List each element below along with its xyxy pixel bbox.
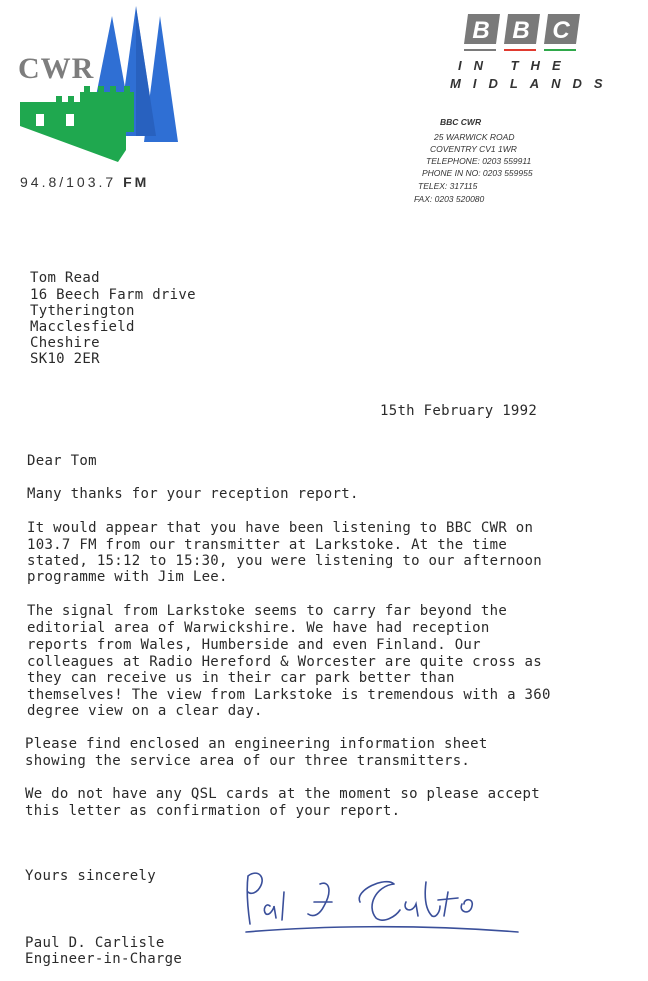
recipient-line: Cheshire bbox=[30, 335, 100, 351]
paragraph-line: The signal from Larkstoke seems to carry far beyond the bbox=[27, 603, 508, 619]
bbc-tagline-2: MIDLANDS bbox=[450, 76, 615, 91]
address-line: 25 WARWICK ROAD bbox=[434, 132, 515, 142]
paragraph-line: We do not have any QSL cards at the moment so please accept bbox=[25, 786, 540, 802]
paragraph-line: editorial area of Warwickshire. We have had reception bbox=[27, 620, 490, 636]
address-line: FAX: 0203 520080 bbox=[414, 194, 485, 204]
paragraph-line: themselves! The view from Larkstoke is tremendous with a 360 bbox=[27, 687, 551, 703]
address-line: BBC CWR bbox=[440, 117, 482, 127]
letter-date: 15th February 1992 bbox=[380, 403, 538, 419]
cwr-frequency-main: 94.8/103.7 bbox=[20, 174, 117, 190]
paragraph-line: reports from Wales, Humberside and even Finland. Our bbox=[27, 637, 481, 653]
paragraph-line: degree view on a clear day. bbox=[27, 703, 263, 719]
paragraph-line: showing the service area of our three transmitters. bbox=[25, 753, 471, 769]
paragraph-line: this letter as confirmation of your report. bbox=[25, 803, 401, 819]
paragraph-line: stated, 15:12 to 15:30, you were listening to our afternoon bbox=[27, 553, 542, 569]
closing: Yours sincerely bbox=[25, 868, 156, 884]
bbc-letter-1: B bbox=[472, 17, 490, 44]
cwr-logo bbox=[14, 6, 184, 196]
bbc-box-3 bbox=[544, 14, 580, 50]
paragraph-line: Please find enclosed an engineering information sheet bbox=[25, 736, 488, 752]
address-line: COVENTRY CV1 1WR bbox=[430, 144, 517, 154]
bbc-letter-3: C bbox=[552, 17, 570, 44]
signatory-title: Engineer-in-Charge bbox=[25, 951, 183, 967]
paragraph-line: Many thanks for your reception report. bbox=[27, 486, 359, 502]
paragraph-line: programme with Jim Lee. bbox=[27, 569, 228, 585]
bbc-letter-2: B bbox=[512, 17, 530, 44]
bbc-box-1 bbox=[464, 14, 500, 50]
cwr-frequency-unit: FM bbox=[123, 174, 150, 190]
recipient-line: Tytherington bbox=[30, 303, 135, 319]
recipient-line: Tom Read bbox=[30, 270, 100, 286]
bbc-logo bbox=[462, 14, 586, 54]
paragraph-line: It would appear that you have been listening to BBC CWR on bbox=[27, 520, 534, 536]
paragraph-line: they can receive us in their car park better than bbox=[27, 670, 455, 686]
address-line: PHONE IN NO: 0203 559955 bbox=[422, 168, 533, 178]
paragraph-line: 103.7 FM from our transmitter at Larkstoke. At the time bbox=[27, 537, 508, 553]
handwritten-signature bbox=[236, 862, 526, 942]
address-line: TELEX: 317115 bbox=[418, 181, 478, 191]
bbc-tagline-1: IN THE bbox=[458, 58, 573, 73]
salutation: Dear Tom bbox=[27, 453, 97, 469]
paragraph-line: colleagues at Radio Hereford & Worcester are quite cross as bbox=[27, 654, 542, 670]
bbc-box-2 bbox=[504, 14, 540, 50]
address-line: TELEPHONE: 0203 559911 bbox=[426, 156, 532, 166]
cwr-frequency bbox=[20, 174, 149, 190]
cwr-logo-text: CWR bbox=[18, 52, 95, 85]
recipient-line: 16 Beech Farm drive bbox=[30, 287, 196, 303]
signatory-name: Paul D. Carlisle bbox=[25, 935, 165, 951]
recipient-line: Macclesfield bbox=[30, 319, 135, 335]
recipient-line: SK10 2ER bbox=[30, 351, 100, 367]
